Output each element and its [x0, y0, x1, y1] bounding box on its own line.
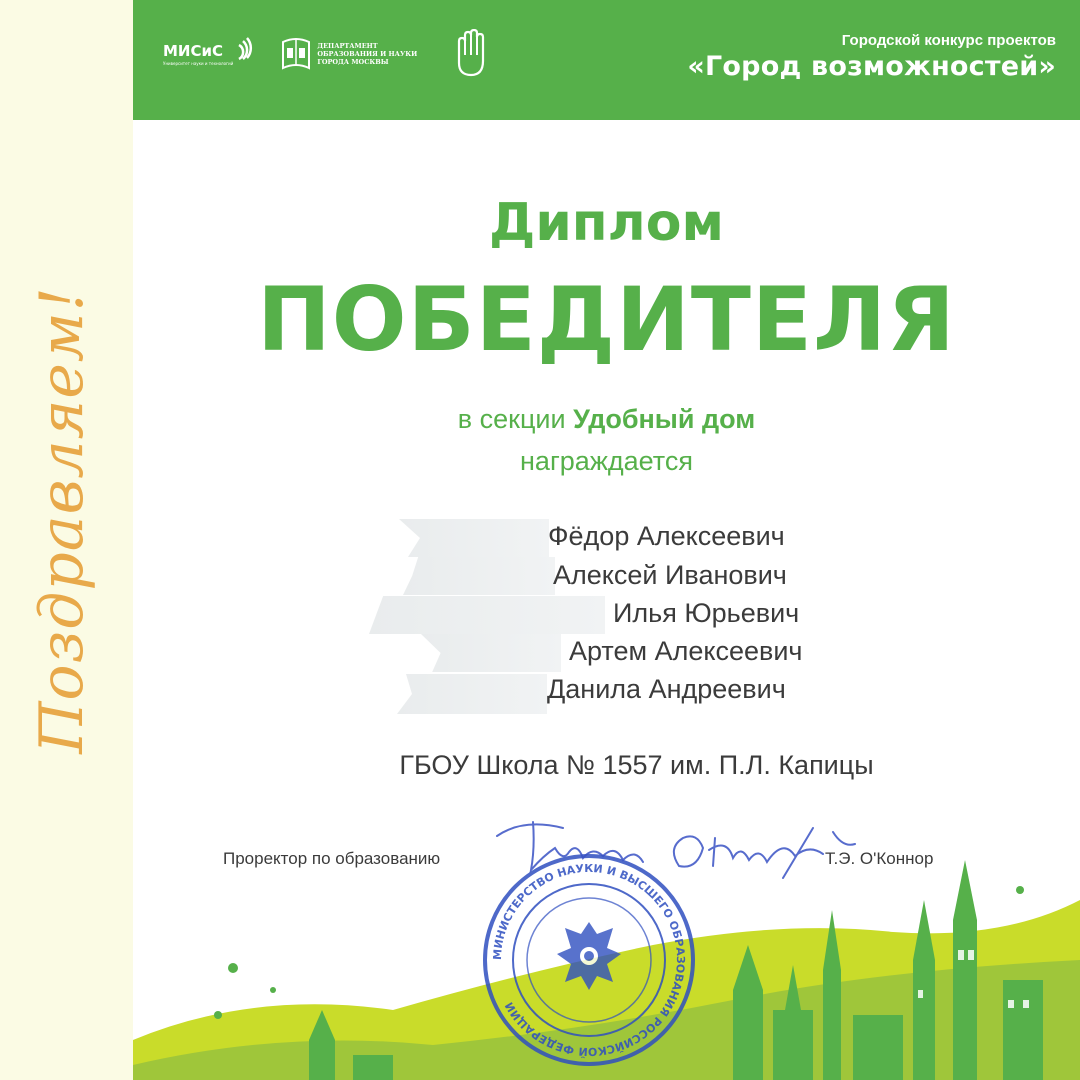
misis-logo-text: МИСиС — [163, 42, 224, 60]
winner-name-4: Артем Алексеевич — [569, 636, 803, 666]
contest-title — [687, 32, 1056, 82]
stamp-text: МИНИСТЕРСТВО НАУКИ И ВЫСШЕГО ОБРАЗОВАНИЯ РОССИЙСКОЙ ФЕДЕРАЦИИ — [490, 861, 688, 1059]
partner-logos — [163, 26, 489, 82]
section-line — [133, 404, 1080, 435]
misis-wave-icon — [235, 37, 257, 63]
winner-name-3: Илья Юрьевич — [613, 598, 800, 628]
contest-subtitle: Городской конкурс проектов — [841, 32, 1056, 49]
redacted-surname-3 — [369, 596, 605, 634]
signatory-name: Т.Э. О'Коннор — [825, 849, 934, 868]
side-panel — [0, 0, 133, 1080]
book-emblem-icon — [281, 36, 311, 72]
winner-name-1: Фёдор Алексеевич — [548, 521, 785, 551]
section-name: Удобный дом — [573, 404, 756, 434]
winner-name-5: Данила Андреевич — [547, 674, 786, 704]
dept-line-1: ДЕПАРТАМЕНТ — [317, 42, 378, 50]
diploma-certificate — [133, 0, 1080, 1080]
redacted-surname-2 — [403, 557, 555, 595]
header-bar — [133, 0, 1080, 120]
misis-logo-subtext: Университет науки и технологий — [163, 61, 234, 66]
department-logo — [281, 36, 417, 72]
awarded-text: награждается — [520, 446, 693, 476]
redacted-surname-4 — [421, 634, 561, 672]
school-name: ГБОУ Школа № 1557 им. П.Л. Капицы — [399, 750, 874, 780]
winner-title: ПОБЕДИТЕЛЯ — [257, 268, 956, 371]
eagle-emblem-icon — [557, 922, 621, 990]
redacted-surname-5 — [397, 674, 547, 714]
congratulations-text: Поздравляем! — [27, 286, 97, 754]
contest-name: «Город возможностей» — [687, 51, 1056, 82]
redacted-surname-1 — [399, 519, 549, 557]
signatory-role: Проректор по образованию — [223, 849, 441, 868]
handwritten-signature — [483, 808, 883, 888]
winner-name-2: Алексей Иванович — [553, 560, 787, 590]
misis-logo — [163, 42, 257, 66]
section-prefix: в секции — [457, 404, 566, 434]
hand-emblem-icon — [453, 29, 489, 79]
dept-line-3: ГОРОДА МОСКВЫ — [317, 58, 389, 66]
diploma-title: Диплом — [489, 193, 724, 253]
dept-line-2: ОБРАЗОВАНИЯ И НАУКИ — [317, 50, 418, 58]
